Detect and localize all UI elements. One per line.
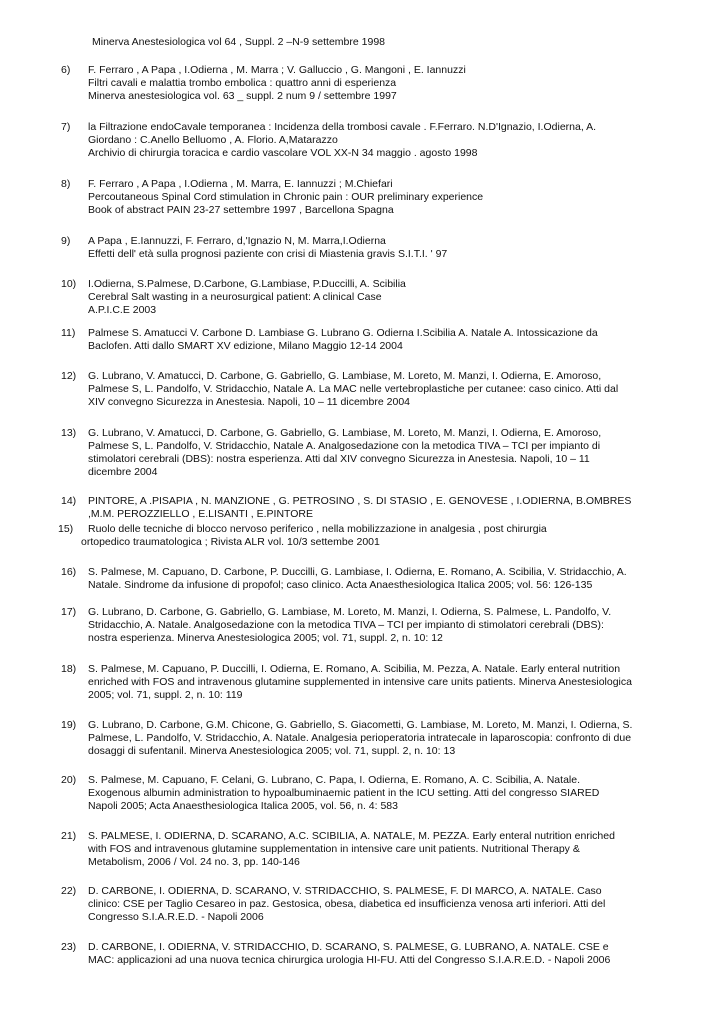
entry-line: with FOS and intravenous glutamine supplementation in intensive care unit patients. Nutritional Therapy & — [88, 843, 580, 855]
entry-line: Palmese, L. Pandolfo, V. Stridacchio, A. Natale. Analgesia perioperatoria intratecale in laparoscopia: confronto di due — [88, 732, 632, 744]
entry-line: A.P.I.C.E 2003 — [88, 304, 157, 316]
entry-text — [88, 495, 708, 521]
entry-line: la Filtrazione endoCavale temporanea : Incidenza della trombosi cavale . F.Ferraro. N.D'Ignazio, I.Odierna, A. — [88, 121, 597, 133]
entry-number: 7) — [61, 121, 71, 133]
entry-number: 14) — [61, 495, 77, 507]
entry-text — [81, 523, 708, 549]
entry-line: S. Palmese, M. Capuano, P. Duccilli, I. Odierna, E. Romano, A. Scibilia, M. Pezza, A. Natale. Early enteral nutrition — [88, 663, 621, 675]
entry-text — [88, 235, 708, 261]
entry-line: Cerebral Salt wasting in a neurosurgical patient: A clinical Case — [88, 291, 382, 303]
entry-number: 19) — [61, 719, 77, 731]
entry-line: Baclofen. Atti dallo SMART XV edizione, Milano Maggio 12-14 2004 — [88, 340, 403, 352]
entry-number: 16) — [61, 566, 77, 578]
entry-number: 11) — [61, 327, 76, 339]
entry-text — [88, 774, 708, 813]
entry-line: Giordano : C.Anello Belluomo , A. Florio. A,Matarazzo — [88, 134, 338, 146]
page-header-citation: Minerva Anestesiologica vol 64 , Suppl. 2 –N-9 settembre 1998 — [92, 36, 386, 48]
entry-line: PINTORE, A .PISAPIA , N. MANZIONE , G. PETROSINO , S. DI STASIO , E. GENOVESE , I.ODIERNA, B.OMBRES — [88, 495, 632, 507]
entry-line: Effetti dell' età sulla prognosi paziente con crisi di Miastenia gravis S.I.T.I. ' 97 — [88, 248, 448, 260]
entry-line: D. CARBONE, I. ODIERNA, V. STRIDACCHIO, D. SCARANO, S. PALMESE, G. LUBRANO, A. NATALE. CSE e — [88, 941, 609, 953]
entry-line: dicembre 2004 — [88, 466, 158, 478]
entry-text — [88, 178, 708, 217]
entry-text — [88, 427, 708, 479]
entry-number: 18) — [61, 663, 77, 675]
entry-line: ortopedico traumatologica ; Rivista ALR vol. 10/3 settembe 2001 — [81, 536, 380, 548]
entry-number: 6) — [61, 64, 71, 76]
entry-number: 9) — [61, 235, 71, 247]
entry-line: F. Ferraro , A Papa , I.Odierna , M. Marra ; V. Galluccio , G. Mangoni , E. Iannuzzi — [88, 64, 466, 76]
entry-number: 20) — [61, 774, 77, 786]
entry-line: nostra esperienza. Minerva Anestesiologica 2005; vol. 71, suppl. 2, n. 10: 12 — [88, 632, 443, 644]
entry-line: MAC: applicazioni ad una nuova tecnica chirurgica urologia HI-FU. Atti del Congresso S.I.A.R.E.D. - Napoli 2006 — [88, 954, 611, 966]
entry-text — [88, 278, 708, 317]
entry-number: 17) — [61, 606, 77, 618]
entry-line: Metabolism, 2006 / Vol. 24 no. 3, pp. 140-146 — [88, 856, 300, 868]
entry-line: XIV convegno Sicurezza in Anestesia. Napoli, 10 – 11 dicembre 2004 — [88, 396, 411, 408]
entry-line: Percoutaneous Spinal Cord stimulation in Chronic pain : OUR preliminary experience — [88, 191, 484, 203]
entry-number: 8) — [61, 178, 71, 190]
entry-text — [88, 606, 708, 645]
entry-number: 22) — [61, 885, 77, 897]
entry-line: Palmese S. Amatucci V. Carbone D. Lambiase G. Lubrano G. Odierna I.Scibilia A. Natale A. Intossicazione da — [88, 327, 598, 339]
entry-line: G. Lubrano, D. Carbone, G. Gabriello, G. Lambiase, M. Loreto, M. Manzi, I. Odierna, S. Palmese, L. Pandolfo, V. — [88, 606, 612, 618]
entry-line: Exogenous albumin administration to hypoalbuminaemic patient in the ICU setting. Atti del congresso SIARED — [88, 787, 600, 799]
entry-line: F. Ferraro , A Papa , I.Odierna , M. Marra, E. Iannuzzi ; M.Chiefari — [88, 178, 393, 190]
entry-line: dosaggi di sufentanil. Minerva Anestesiologica 2005; vol. 71, suppl. 2, n. 10: 13 — [88, 745, 456, 757]
entry-line: S. PALMESE, I. ODIERNA, D. SCARANO, A.C. SCIBILIA, A. NATALE, M. PEZZA. Early enteral nutrition enriched — [88, 830, 615, 842]
entry-line: Minerva anestesiologica vol. 63 _ suppl. 2 num 9 / settembre 1997 — [88, 90, 397, 102]
entry-line: G. Lubrano, D. Carbone, G.M. Chicone, G. Gabriello, S. Giacometti, G. Lambiase, M. Loreto, M. Manzi, I. Odierna, S. — [88, 719, 633, 731]
entry-text — [88, 719, 708, 758]
entry-line: Napoli 2005; Acta Anaesthesiologica Italica 2005, vol. 56, n. 4: 583 — [88, 800, 398, 812]
entry-text — [88, 370, 708, 409]
entry-line: Natale. Sindrome da infusione di propofol; caso clinico. Acta Anaesthesiologica Italica 2005; vol. 56: 126-135 — [88, 579, 593, 591]
entry-line: 2005; vol. 71, suppl. 2, n. 10: 119 — [88, 689, 243, 701]
entry-line: I.Odierna, S.Palmese, D.Carbone, G.Lambiase, P.Duccilli, A. Scibilia — [88, 278, 406, 290]
entry-line: D. CARBONE, I. ODIERNA, D. SCARANO, V. STRIDACCHIO, S. PALMESE, F. DI MARCO, A. NATALE. Caso — [88, 885, 602, 897]
entry-line: G. Lubrano, V. Amatucci, D. Carbone, G. Gabriello, G. Lambiase, M. Loreto, M. Manzi, I. Odierna, E. Amoroso, — [88, 427, 602, 439]
entry-line: S. Palmese, M. Capuano, F. Celani, G. Lubrano, C. Papa, I. Odierna, E. Romano, A. C. Scibilia, A. Natale. — [88, 774, 580, 786]
entry-line: ,M.M. PEROZZIELLO , E.LISANTI , E.PINTORE — [88, 508, 314, 520]
entry-text — [88, 663, 708, 702]
entry-line: Filtri cavali e malattia trombo embolica : quattro anni di esperienza — [88, 77, 397, 89]
entry-number: 15) — [58, 523, 74, 535]
entry-line: Palmese S, L. Pandolfo, V. Stridacchio, Natale A. La MAC nelle vertebroplastiche per cutanee: caso cinico. Atti dal — [88, 383, 619, 395]
entry-line: G. Lubrano, V. Amatucci, D. Carbone, G. Gabriello, G. Lambiase, M. Loreto, M. Manzi, I. Odierna, E. Amoroso, — [88, 370, 602, 382]
entry-text — [88, 941, 708, 967]
entry-line: Book of abstract PAIN 23-27 settembre 1997 , Barcellona Spagna — [88, 204, 394, 216]
entry-text — [88, 64, 708, 103]
entry-number: 12) — [61, 370, 77, 382]
entry-line: Archivio di chirurgia toracica e cardio vascolare VOL XX-N 34 maggio . agosto 1998 — [88, 147, 478, 159]
entry-number: 23) — [61, 941, 77, 953]
entry-text — [88, 327, 708, 353]
entry-line: S. Palmese, M. Capuano, D. Carbone, P. Duccilli, G. Lambiase, I. Odierna, E. Romano, A. Scibilia, V. Stridacchio, A. — [88, 566, 627, 578]
entry-line: clinico: CSE per Taglio Cesareo in paz. Gestosica, obesa, diabetica ed insufficienza venosa arti inferiori. Atti del — [88, 898, 606, 910]
entry-text — [88, 830, 708, 869]
entry-line: enriched with FOS and intravenous glutamine supplemented in intensive care units patients. Minerva Anestesiologica — [88, 676, 632, 688]
entry-text — [88, 885, 708, 924]
entry-line: Stridacchio, A. Natale. Analgosedazione con la metodica TIVA – TCI per impianto di stimolatori cerebrali (DBS): — [88, 619, 604, 631]
entry-line: stimolatori cerebrali (DBS): nostra esperienza. Atti dal XIV convegno Sicurezza in Anestesia. Napoli, 10 – 11 — [88, 453, 590, 465]
entry-number: 21) — [61, 830, 77, 842]
entry-line: Congresso S.I.A.R.E.D. - Napoli 2006 — [88, 911, 264, 923]
entry-number: 10) — [61, 278, 77, 290]
entry-line: Palmese S, L. Pandolfo, V. Stridacchio, Natale A. Analgosedazione con la metodica TIVA – TCI per impianto di — [88, 440, 601, 452]
entry-line: Ruolo delle tecniche di blocco nervoso periferico , nella mobilizzazione in analgesia , post chirurgia — [88, 523, 547, 535]
entry-number: 13) — [61, 427, 77, 439]
entry-text — [88, 566, 708, 592]
entry-line: A Papa , E.Iannuzzi, F. Ferraro, d,'Ignazio N, M. Marra,I.Odierna — [88, 235, 386, 247]
entry-text — [88, 121, 708, 160]
